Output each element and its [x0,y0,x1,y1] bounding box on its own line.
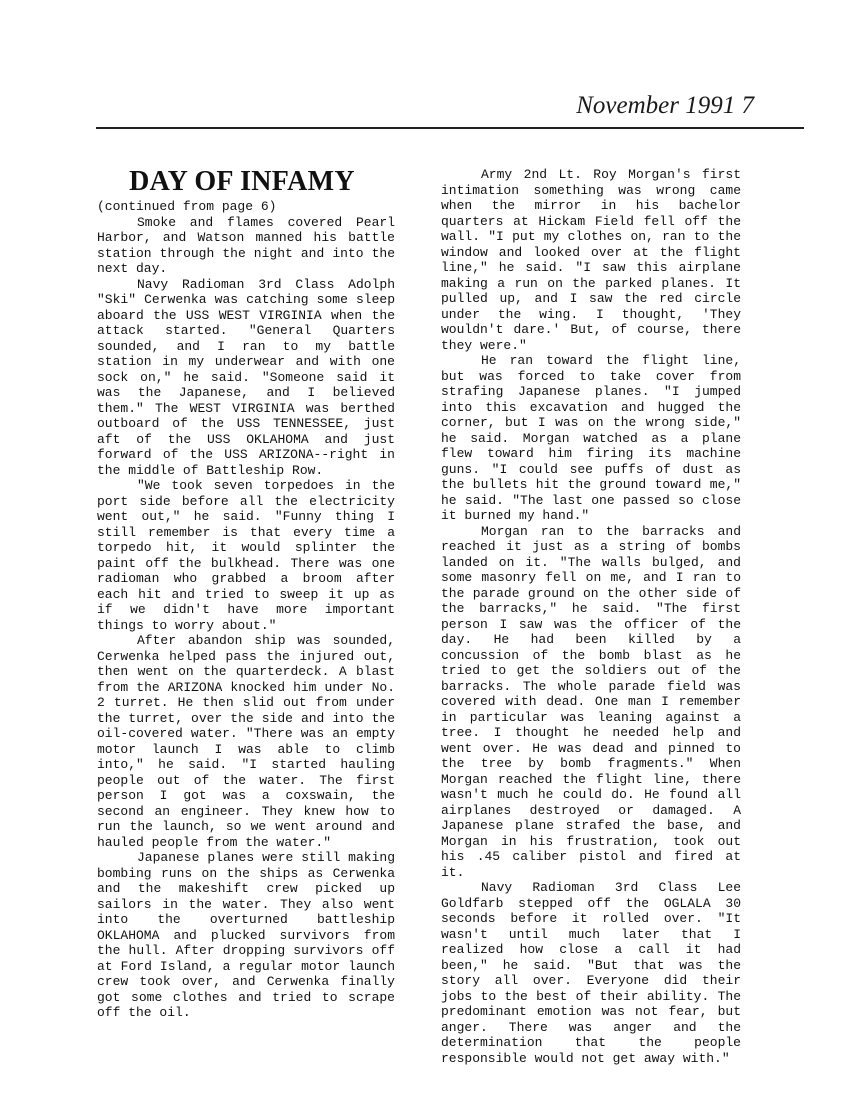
paragraph: Navy Radioman 3rd Class Adolph "Ski" Cerwenka was catching some sleep aboard the USS WEST VIRGINIA when the attack started. "General Quarters sounded, and I ran to my battle station in my underwear and with one sock on," he said. "Someone said it was the Japanese, and I believed them." The WEST VIRGINIA was berthed outboard of the USS TENNESSEE, just aft of the USS OKLAHOMA and just forward of the USS ARIZONA--right in the middle of Battleship Row. [97,276,395,478]
article-title: DAY OF INFAMY [129,166,355,197]
page-header-date: November 1991 7 [576,92,754,119]
paragraph: Smoke and flames covered Pearl Harbor, and Watson manned his battle station through the night and into the next day. [97,214,395,276]
header-rule [96,127,804,129]
paragraph: Army 2nd Lt. Roy Morgan's first intimation something was wrong came when the mirror in his bachelor quarters at Hickam Field fell off the wall. "I put my clothes on, ran to the window and looked over at the flight line," he said. "I saw this airplane making a run on the parked planes. It pulled up, and I saw the red circle under the wing. I thought, 'They wouldn't dare.' But, of course, there they were." [441,167,741,353]
continued-note: (continued from page 6) [97,199,277,214]
paragraph: Morgan ran to the barracks and reached it just as a string of bombs landed on it. "The walls bulged, and some masonry fell on me, and I ran to the parade ground on the other side of the barracks," he said. "The first person I saw was the officer of the day. He had been killed by a concussion of the bomb blast as he tried to get the soldiers out of the barracks. The whole parade field was covered with dead. One man I remember in particular was leaning against a tree. I thought he needed help and went over. He was dead and pinned to the tree by bomb fragments." When Morgan reached the flight line, there wasn't much he could do. He found all airplanes destroyed or damaged. A Japanese plane strafed the base, and Morgan in his frustration, took out his .45 caliber pistol and fired at it. [441,523,741,880]
paragraph: "We took seven torpedoes in the port side before all the electricity went out," he said. "Funny thing I still remember is that every time a torpedo hit, it would splinter the paint off the bulkhead. There was one radioman who grabbed a broom after each hit and tried to sweep it up as if we didn't have more important things to worry about." [97,478,395,633]
paragraph: Navy Radioman 3rd Class Lee Goldfarb stepped off the OGLALA 30 seconds before it rolled over. "It wasn't until much later that I realized how close a call it had been," he said. "But that was the story all over. Everyone did their jobs to the best of their ability. The predominant emotion was not fear, but anger. There was anger and the determination that the people responsible would not get away with." [441,880,741,1066]
paragraph: He ran toward the flight line, but was forced to take cover from strafing Japanese planes. "I jumped into this excavation and hugged the corner, but I was on the wrong side," he said. Morgan watched as a plane flew toward him firing its machine guns. "I could see puffs of dust as the bullets hit the ground toward me," he said. "The last one passed so close it burned my hand." [441,353,741,523]
paragraph: Japanese planes were still making bombing runs on the ships as Cerwenka and the makeshift crew picked up sailors in the water. They also went into the overturned battleship OKLAHOMA and plucked survivors from the hull. After dropping survivors off at Ford Island, a regular motor launch crew took over, and Cerwenka finally got some clothes and tried to scrape off the oil. [97,850,395,1020]
right-column [441,167,741,1066]
left-column [97,199,395,1021]
paragraph: After abandon ship was sounded, Cerwenka helped pass the injured out, then went on the quarterdeck. A blast from the ARIZONA knocked him under No. 2 turret. He then slid out from under the turret, over the side and into the oil-covered water. "There was an empty motor launch I was able to climb into," he said. "I started hauling people out of the water. The first person I got was a coxswain, the second an engineer. They knew how to run the launch, so we went around and hauled people from the water." [97,633,395,850]
